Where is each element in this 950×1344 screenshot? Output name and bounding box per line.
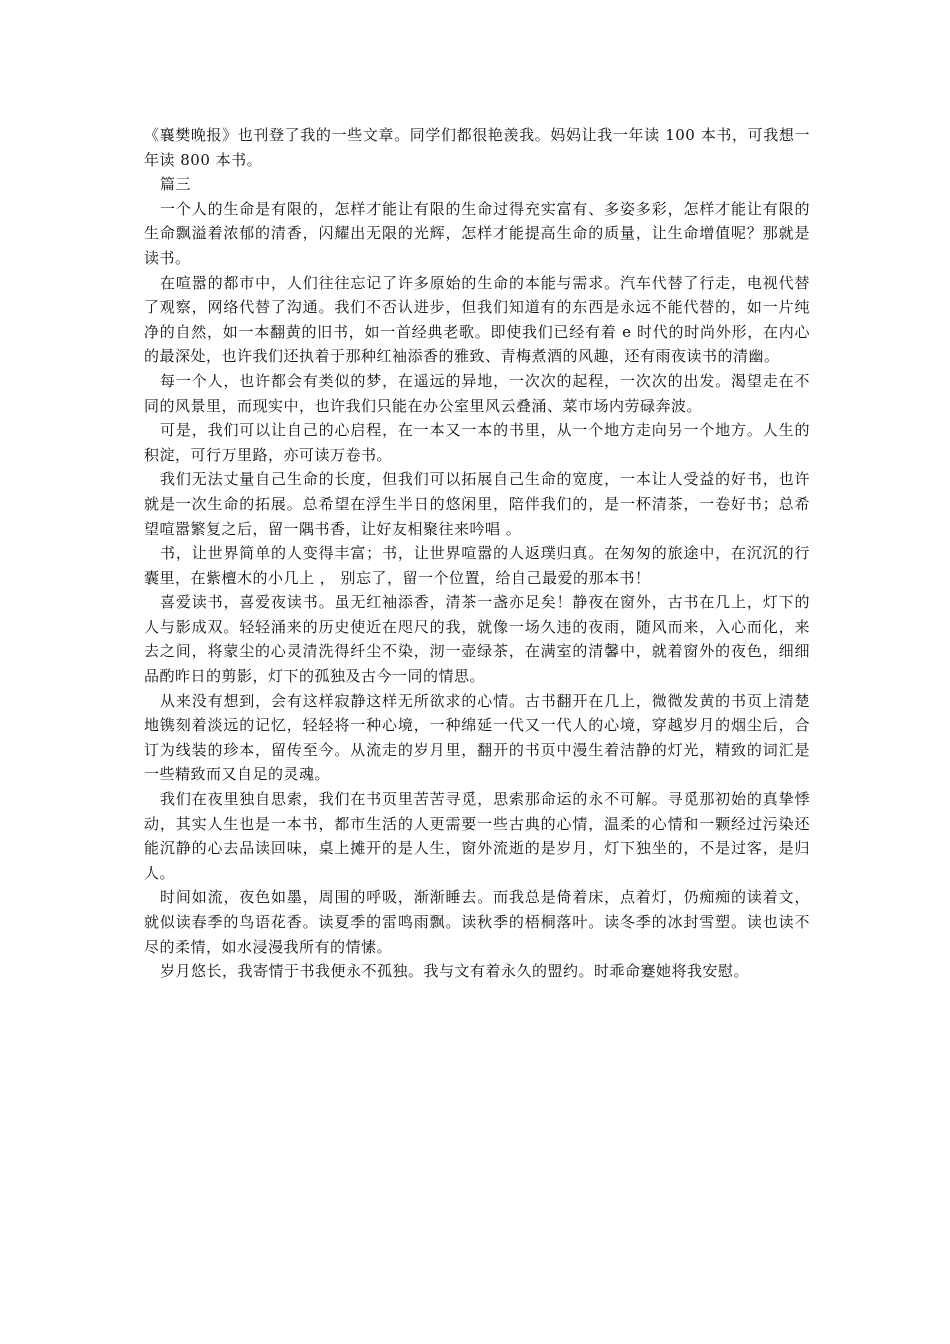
paragraph: 可是，我们可以让自己的心启程，在一本又一本的书里，从一个地方走向另一个地方。人生的积淀，可行万里路，亦可读万卷书。 xyxy=(144,421,810,464)
paragraph: 书，让世界简单的人变得丰富；书，让世界喧嚣的人返璞归真。在匆匆的旅途中，在沉沉的行囊里，在紫檀木的小几上 ， 别忘了，留一个位置，给自己最爱的那本书！ xyxy=(144,544,810,587)
section-heading: 篇三 xyxy=(160,175,192,194)
paragraph: 我们在夜里独自思索，我们在书页里苦苦寻觅，思索那命运的永不可解。寻觅那初始的真挚悸动，其实人生也是一本书，都市生活的人更需要一些古典的心情，温柔的心情和一颗经过污染还能沉静的心去品读回味，桌上摊开的是人生，窗外流逝的是岁月，灯下独坐的，不是过客，是归人。 xyxy=(144,790,810,882)
paragraph: 岁月悠长，我寄情于书我便永不孤独。我与文有着永久的盟约。时乖命蹇她将我安慰。 xyxy=(160,962,750,981)
paragraph-continued: 《襄樊晚报》也刊登了我的一些文章。同学们都很艳羡我。妈妈让我一年读 100 本书，可我想一年读 800 本书。 xyxy=(144,126,810,169)
paragraph: 在喧嚣的都市中，人们往往忘记了许多原始的生命的本能与需求。汽车代替了行走，电视代替了观察，网络代替了沟通。我们不否认进步，但我们知道有的东西是永远不能代替的，如一片纯净的自然，如一本翻黄的旧书，如一首经典老歌。即使我们已经有着 e 时代的时尚外形，在内心的最深处，也许我们还执着于那种红袖添香的雅致、青梅煮酒的风趣，还有雨夜读书的清幽。 xyxy=(144,273,810,366)
paragraph: 一个人的生命是有限的，怎样才能让有限的生命过得充实富有、多姿多彩，怎样才能让有限的生命飘溢着浓郁的清香，闪耀出无限的光辉，怎样才能提高生命的质量，让生命增值呢？那就是读书。 xyxy=(144,199,810,267)
paragraph: 我们无法丈量自己生命的长度，但我们可以拓展自己生命的宽度，一本让人受益的好书，也许就是一次生命的拓展。总希望在浮生半日的悠闲里，陪伴我们的，是一杯清茶，一卷好书；总希望喧嚣繁复之后，留一隅书香，让好友相聚往来吟唱 。 xyxy=(144,470,810,538)
paragraph: 每一个人，也许都会有类似的梦，在遥远的异地，一次次的起程，一次次的出发。渴望走在不同的风景里，而现实中，也许我们只能在办公室里风云叠涌、菜市场内劳碌奔波。 xyxy=(144,371,810,415)
paragraph: 时间如流，夜色如墨，周围的呼吸，渐渐睡去。而我总是倚着床，点着灯，仍痴痴的读着文，就似读春季的鸟语花香。读夏季的雷鸣雨飘。读秋季的梧桐落叶。读冬季的冰封雪塑。读也读不尽的柔情，如水浸漫我所有的情愫。 xyxy=(144,888,810,956)
document-body xyxy=(144,123,810,984)
paragraph: 喜爱读书，喜爱夜读书。虽无红袖添香，清茶一盏亦足矣！静夜在窗外，古书在几上，灯下的人与影成双。轻轻涌来的历史使近在咫尺的我，就像一场久违的夜雨，随风而来，入心而化，来去之间，将蒙尘的心灵清洗得纤尘不染，沏一壶绿茶，在满室的清馨中，就着窗外的夜色，细细品酌昨日的剪影，灯下的孤独及古今一同的情思。 xyxy=(144,593,810,686)
paragraph: 从来没有想到，会有这样寂静这样无所欲求的心情。古书翻开在几上，微微发黄的书页上清楚地镌刻着淡远的记忆，轻轻将一种心境，一种绵延一代又一代人的心境，穿越岁月的烟尘后，合订为线装的珍本，留传至今。从流走的岁月里，翻开的书页中漫生着洁静的灯光，精致的词汇是一些精致而又自足的灵魂。 xyxy=(144,691,810,784)
